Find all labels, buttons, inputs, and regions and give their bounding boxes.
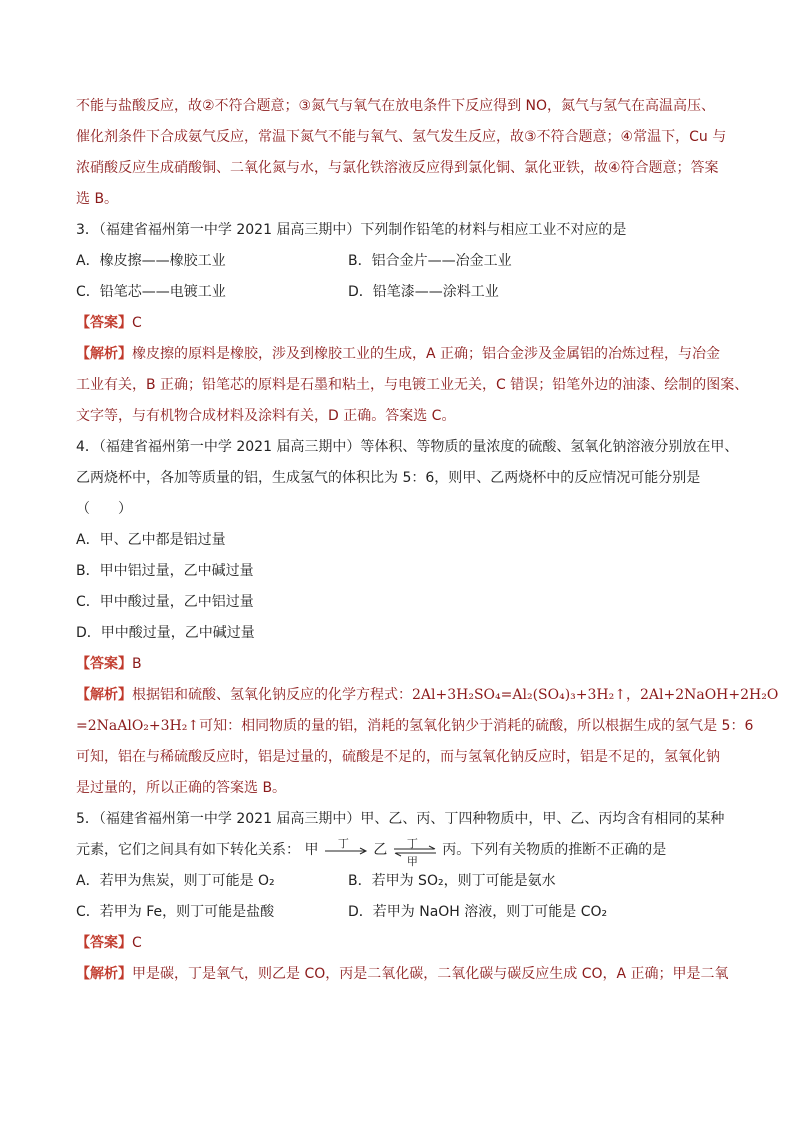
q5-answer — [76, 933, 726, 953]
q5-answer-value: C — [132, 935, 142, 951]
q4-option-d: D．甲中酸过量，乙中碱过量 — [76, 625, 255, 641]
q3-answer — [76, 313, 726, 333]
reversible-arrow-icon — [392, 840, 438, 860]
prev-analysis-line-3: 浓硝酸反应生成硝酸铜、二氧化氮与水，与氯化铁溶液反应得到氯化铜、氯化亚铁，故④符合题意；答案 — [76, 160, 719, 176]
q4-analysis-line-2 — [76, 716, 754, 736]
q3-option-b: B．铝合金片——冶金工业 — [348, 253, 512, 269]
q4-option-c: C．甲中酸过量，乙中铝过量 — [76, 594, 254, 610]
q3-analysis-line-2: 工业有关，B 正确；铅笔芯的原料是石墨和粘土，与电镀工业无关，C 错误；铅笔外边的油漆、绘制的图案、 — [76, 377, 749, 393]
prev-analysis-line-1: 不能与盐酸反应，故②不符合题意；③氮气与氧气在放电条件下反应得到 NO，氮气与氢气在高温高压、 — [76, 98, 716, 114]
arrow-label-jia: 甲 — [406, 855, 418, 868]
q4-option-b: B．甲中铝过量，乙中碱过量 — [76, 563, 254, 579]
q3-stem: 3．（福建省福州第一中学 2021 届高三期中）下列制作铅笔的材料与相应工业不对应的是 — [76, 222, 627, 238]
answer-tag: 【答案】 — [76, 315, 132, 331]
q5-option-c: C．若甲为 Fe，则丁可能是盐酸 — [76, 904, 275, 920]
q4-analysis-line-1 — [76, 685, 779, 705]
q3-options-row-2 — [76, 282, 726, 302]
document-page — [76, 96, 779, 995]
arrow-label-ding: 丁 — [337, 837, 349, 850]
arrow-right — [323, 837, 369, 860]
q5-stem-line-1: 5．（福建省福州第一中学 2021 届高三期中）甲、乙、丙、丁四种物质中，甲、乙、丙均含有相同的某种 — [76, 811, 725, 827]
analysis-tag: 【解析】 — [76, 966, 132, 982]
arrow-label-ding: 丁 — [406, 837, 418, 850]
q4-analysis-line-3: 可知，铝在与稀硫酸反应时，铝是过量的，硫酸是不足的，而与氢氧化钠反应时，铝是不足的，氢氧化钠 — [76, 749, 720, 765]
chain-node-bing: 丙 — [442, 842, 457, 858]
q4-answer — [76, 654, 726, 674]
q4-stem-line-1: 4．（福建省福州第一中学 2021 届高三期中）等体积、等物质的量浓度的硫酸、氢氧化钠溶液分别放在甲、 — [76, 439, 739, 455]
answer-tag: 【答案】 — [76, 935, 132, 951]
q4-equation-1: 2Al+3H₂SO₄=Al₂(SO₄)₃+3H₂↑，2Al+2NaOH+2H₂O — [412, 687, 779, 703]
q3-option-a: A．橡皮擦——橡胶工业 — [76, 253, 226, 269]
prev-analysis-line-4: 选 B。 — [76, 191, 119, 207]
q5-option-b: B．若甲为 SO₂，则丁可能是氨水 — [348, 873, 556, 889]
q3-analysis-text-1: 橡皮擦的原料是橡胶，涉及到橡胶工业的生成，A 正确；铝合金涉及金属铝的冶炼过程，与冶金 — [132, 346, 721, 362]
q4-paren: （ ） — [76, 501, 132, 517]
q5-option-d: D．若甲为 NaOH 溶液，则丁可能是 CO₂ — [348, 904, 608, 920]
q5-options-row-1 — [76, 871, 726, 891]
arrow-right-icon — [323, 840, 369, 860]
arrow-reversible — [392, 837, 438, 868]
q4-analysis-text-2: 可知：相同物质的量的铝，消耗的氢氧化钠少于消耗的硫酸，所以根据生成的氢气是 5：6 — [199, 718, 754, 734]
analysis-tag: 【解析】 — [76, 687, 132, 703]
analysis-tag: 【解析】 — [76, 346, 132, 362]
q5-analysis-text-1: 甲是碳，丁是氧气，则乙是 CO，丙是二氧化碳，二氧化碳与碳反应生成 CO，A 正确；甲是二氧 — [132, 966, 729, 982]
answer-tag: 【答案】 — [76, 656, 132, 672]
q5-stem-text-2: 。下列有关物质的推断不正确的是 — [456, 842, 667, 858]
q3-options-row-1 — [76, 251, 726, 271]
q3-option-d: D．铅笔漆——涂料工业 — [348, 284, 499, 300]
q4-equation-2: =2NaAlO₂+3H₂↑ — [76, 718, 200, 734]
q4-analysis-line-4: 是过量的，所以正确的答案选 B。 — [76, 780, 287, 796]
q3-analysis-line-3: 文字等，与有机物合成材料及涂料有关，D 正确。答案选 C。 — [76, 408, 456, 424]
q4-analysis-text-1: 根据铝和硫酸、氢氧化钠反应的化学方程式： — [132, 687, 412, 703]
q5-stem-line-2 — [76, 837, 726, 868]
q3-answer-value: C — [132, 315, 142, 331]
q5-analysis-line-1 — [76, 964, 729, 984]
q3-option-c: C．铅笔芯——电镀工业 — [76, 284, 226, 300]
q4-stem-line-2: 乙两烧杯中，各加等质量的铝，生成氢气的体积比为 5：6，则甲、乙两烧杯中的反应情况可能分别是 — [76, 470, 701, 486]
chain-node-yi: 乙 — [373, 842, 388, 858]
q3-analysis-line-1 — [76, 344, 726, 364]
q4-answer-value: B — [132, 656, 142, 672]
q4-option-a: A．甲、乙中都是铝过量 — [76, 532, 226, 548]
chain-node-jia: 甲 — [304, 842, 319, 858]
q5-option-a: A．若甲为焦炭，则丁可能是 O₂ — [76, 873, 275, 889]
prev-analysis-line-2: 催化剂条件下合成氨气反应，常温下氮气不能与氧气、氢气发生反应，故③不符合题意；④常温下，Cu 与 — [76, 129, 727, 145]
q5-stem-text: 元素，它们之间具有如下转化关系： — [76, 842, 300, 858]
q5-options-row-2 — [76, 902, 726, 922]
